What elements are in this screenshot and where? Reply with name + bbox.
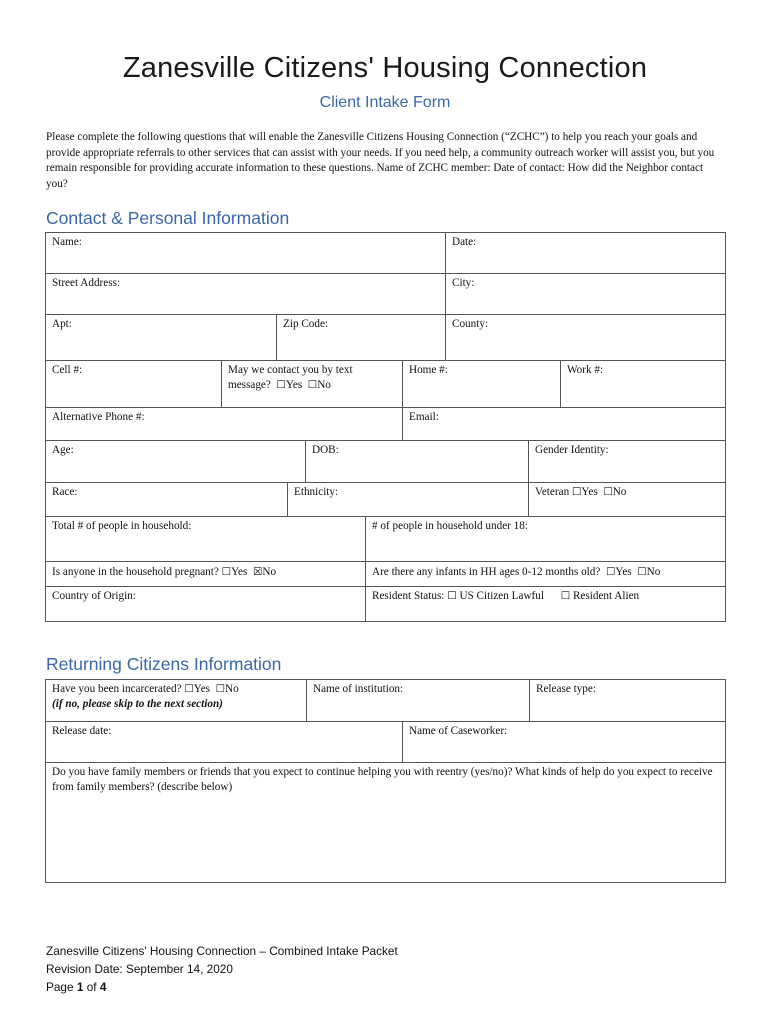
pregnant-no-label: No xyxy=(262,566,277,578)
incarcerated-no-checkbox[interactable]: ☐ xyxy=(215,683,226,695)
veteran-no-checkbox[interactable]: ☐ xyxy=(603,486,613,498)
veteran-no-label: No xyxy=(612,486,627,498)
date-label: Date: xyxy=(452,236,477,248)
date-field[interactable] xyxy=(445,232,726,274)
name-label: Name: xyxy=(52,236,82,248)
page-of-word: of xyxy=(86,980,97,994)
skip-note: (if no, please skip to the next section) xyxy=(52,698,223,710)
resident-alien-label: Resident Alien xyxy=(572,590,640,602)
alternative-phone-label: Alternative Phone #: xyxy=(52,411,145,423)
gender-identity-label: Gender Identity: xyxy=(535,444,609,456)
resident-alien-checkbox[interactable]: ☐ xyxy=(560,590,571,602)
resident-status-field xyxy=(365,586,726,622)
veteran-yes-label: Yes xyxy=(581,486,598,498)
age-field[interactable] xyxy=(45,440,306,483)
infants-field xyxy=(365,561,726,587)
page-word: Page xyxy=(46,980,74,994)
work-phone-label: Work #: xyxy=(567,364,604,376)
veteran-field xyxy=(528,482,726,517)
infants-question: Are there any infants in HH ages 0-12 months old? xyxy=(372,566,601,578)
country-of-origin-field[interactable] xyxy=(45,586,366,622)
race-field[interactable] xyxy=(45,482,288,517)
page-current: 1 xyxy=(76,980,84,994)
footer-page-number xyxy=(46,980,106,994)
race-label: Race: xyxy=(52,486,78,498)
alternative-phone-field[interactable] xyxy=(45,407,403,441)
footer-revision-date: Revision Date: September 14, 2020 xyxy=(46,962,233,976)
incarcerated-question: Have you been incarcerated? xyxy=(52,683,182,695)
text-consent-question: May we contact you by text message? xyxy=(228,364,353,391)
us-citizen-checkbox[interactable]: ☐ xyxy=(447,590,457,602)
family-support-question: Do you have family members or friends that you expect to continue helping you with reentry (yes/no)? What kinds of help do you expect to receive from family members? (describe below) xyxy=(52,766,713,793)
text-no-checkbox[interactable]: ☐ xyxy=(307,379,318,391)
country-of-origin-label: Country of Origin: xyxy=(52,590,136,602)
household-total-field[interactable] xyxy=(45,516,366,562)
page-title: Zanesville Citizens' Housing Connection xyxy=(122,52,648,84)
text-yes-checkbox[interactable]: ☐ xyxy=(276,379,286,391)
incarcerated-field xyxy=(45,679,307,722)
zip-code-label: Zip Code: xyxy=(283,318,329,330)
institution-label: Name of institution: xyxy=(313,683,404,695)
name-field[interactable] xyxy=(45,232,446,274)
age-label: Age: xyxy=(52,444,74,456)
section-heading-returning: Returning Citizens Information xyxy=(46,654,282,674)
infants-no-label: No xyxy=(646,566,661,578)
work-phone-field[interactable] xyxy=(560,360,726,408)
institution-field[interactable] xyxy=(306,679,530,722)
cell-phone-label: Cell #: xyxy=(52,364,83,376)
veteran-yes-checkbox[interactable]: ☐ xyxy=(571,486,582,498)
release-type-label: Release type: xyxy=(536,683,596,695)
county-field[interactable] xyxy=(445,314,726,361)
zip-code-field[interactable] xyxy=(276,314,446,361)
section-heading-contact: Contact & Personal Information xyxy=(46,208,290,228)
infants-yes-label: Yes xyxy=(615,566,632,578)
dob-label: DOB: xyxy=(312,444,339,456)
city-field[interactable] xyxy=(445,273,726,315)
email-field[interactable] xyxy=(402,407,726,441)
caseworker-field[interactable] xyxy=(402,721,726,763)
page-subtitle: Client Intake Form xyxy=(319,94,451,111)
dob-field[interactable] xyxy=(305,440,529,483)
release-date-label: Release date: xyxy=(52,725,112,737)
us-citizen-label: US Citizen xyxy=(459,590,509,602)
veteran-label: Veteran xyxy=(535,486,570,498)
lawful-label: Lawful xyxy=(511,590,544,602)
gender-identity-field[interactable] xyxy=(528,440,726,483)
ethnicity-field[interactable] xyxy=(287,482,529,517)
county-label: County: xyxy=(452,318,489,330)
cell-phone-field[interactable] xyxy=(45,360,222,408)
household-under18-label: # of people in household under 18: xyxy=(372,520,528,532)
incarcerated-yes-checkbox[interactable]: ☐ xyxy=(184,683,194,695)
text-consent-field xyxy=(221,360,403,408)
pregnant-yes-checkbox[interactable]: ☐ xyxy=(221,566,232,578)
apt-label: Apt: xyxy=(52,318,72,330)
home-phone-label: Home #: xyxy=(409,364,448,376)
resident-status-label: Resident Status: xyxy=(372,590,445,602)
incarcerated-yes-label: Yes xyxy=(193,683,211,695)
apt-field[interactable] xyxy=(45,314,277,361)
text-no-label: No xyxy=(317,379,331,391)
pregnant-no-checkbox-checked[interactable]: ☒ xyxy=(252,566,263,578)
street-address-field[interactable] xyxy=(45,273,446,315)
page-total: 4 xyxy=(99,980,107,994)
street-address-label: Street Address: xyxy=(52,277,121,289)
pregnant-yes-label: Yes xyxy=(231,566,248,578)
pregnant-field xyxy=(45,561,366,587)
household-total-label: Total # of people in household: xyxy=(52,520,192,532)
caseworker-label: Name of Caseworker: xyxy=(409,725,508,737)
release-type-field[interactable] xyxy=(529,679,726,722)
city-label: City: xyxy=(452,277,475,289)
ethnicity-label: Ethnicity: xyxy=(294,486,339,498)
footer-title: Zanesville Citizens' Housing Connection – Combined Intake Packet xyxy=(46,944,398,958)
intro-paragraph: Please complete the following questions that will enable the Zanesville Citizens Housing Connection (“ZCHC”) to help you reach your goals and provide appropriate referrals to other services that can assist with your needs. If you need help, a community outreach worker will assist you, but you remain responsible for providing accurate information to these questions. Name of ZCHC member: Date of contact: How did the Neighbor contact you? xyxy=(46,131,715,190)
release-date-field[interactable] xyxy=(45,721,403,763)
text-yes-label: Yes xyxy=(285,379,303,391)
incarcerated-no-label: No xyxy=(225,683,239,695)
email-label: Email: xyxy=(409,411,439,423)
pregnant-question: Is anyone in the household pregnant? xyxy=(52,566,219,578)
infants-yes-checkbox[interactable]: ☐ xyxy=(605,566,616,578)
household-under18-field[interactable] xyxy=(365,516,726,562)
infants-no-checkbox[interactable]: ☐ xyxy=(637,566,647,578)
family-support-field[interactable] xyxy=(45,762,726,883)
home-phone-field[interactable] xyxy=(402,360,561,408)
